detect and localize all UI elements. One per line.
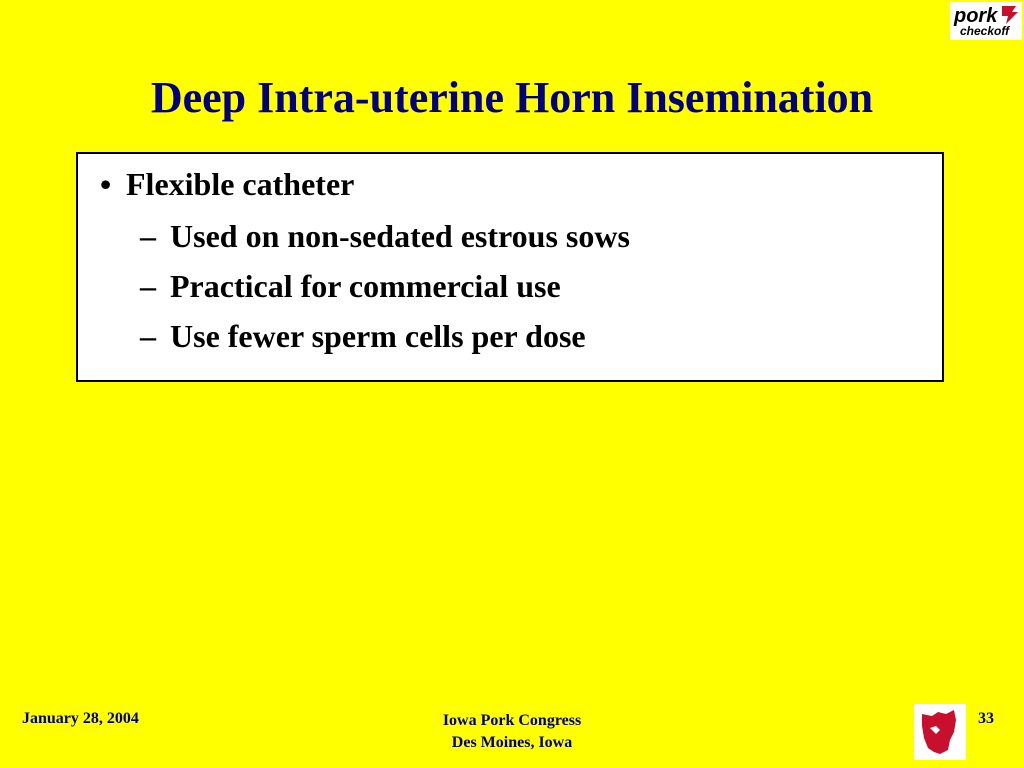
sub-bullet-item xyxy=(140,268,561,305)
footer-event-name: Iowa Pork Congress xyxy=(442,712,582,729)
sub-bullet-text: Used on non-sedated estrous sows xyxy=(170,218,630,254)
page-number: 33 xyxy=(978,710,994,727)
sub-bullet-item xyxy=(140,318,586,355)
sub-bullet-text: Practical for commercial use xyxy=(170,268,561,304)
bullet-text: Flexible catheter xyxy=(126,166,355,202)
svg-text:checkoff: checkoff xyxy=(960,24,1010,38)
bullet-item xyxy=(100,166,354,203)
content-box xyxy=(76,152,944,382)
footer-date: January 28, 2004 xyxy=(22,710,139,727)
footer-event-location: Des Moines, Iowa xyxy=(451,734,573,751)
svg-text:pork: pork xyxy=(954,5,998,27)
state-outline-icon xyxy=(914,704,966,760)
sub-bullet-marker: – xyxy=(140,268,156,304)
slide-title: Deep Intra-uterine Horn Insemination xyxy=(150,73,874,122)
sub-bullet-text: Use fewer sperm cells per dose xyxy=(170,318,586,354)
sub-bullet-marker: – xyxy=(140,318,156,354)
sub-bullet-item xyxy=(140,218,630,255)
pork-checkoff-logo xyxy=(950,2,1022,40)
bullet-marker: • xyxy=(100,166,112,202)
footer-event xyxy=(0,710,1024,754)
sub-bullet-marker: – xyxy=(140,218,156,254)
